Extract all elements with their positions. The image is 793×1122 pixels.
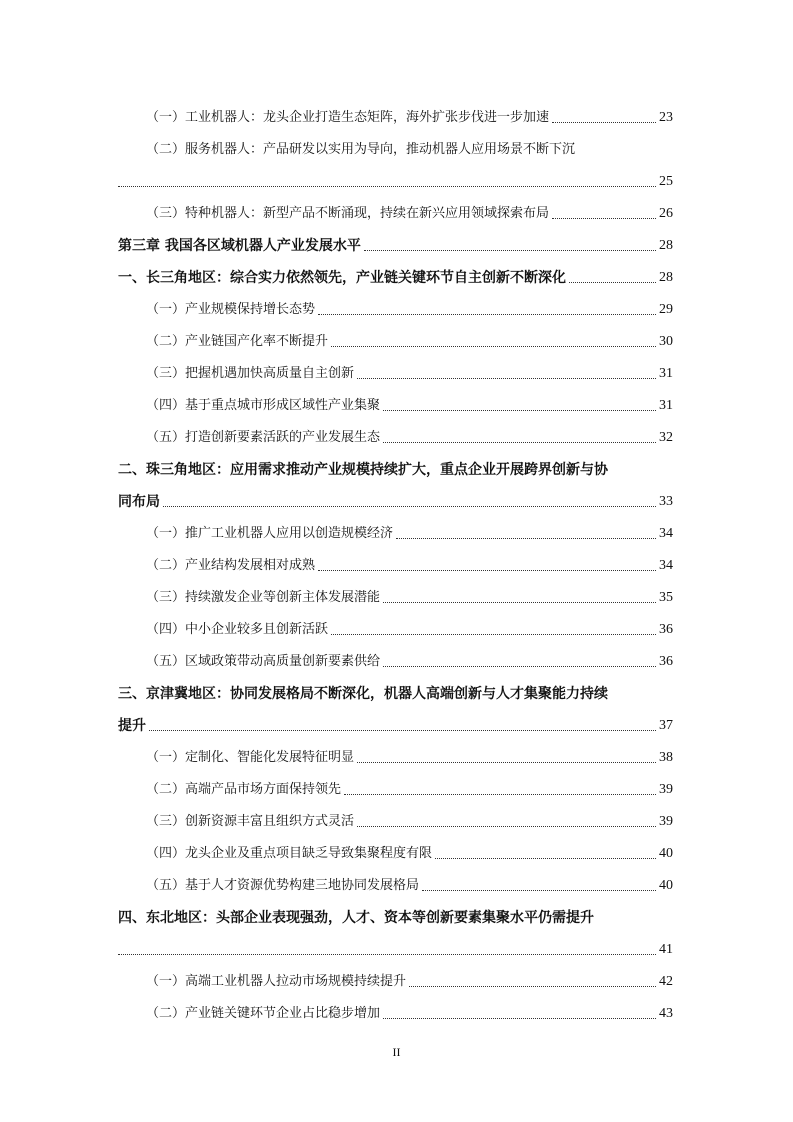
toc-entry[interactable] bbox=[118, 192, 673, 224]
toc-entry-page: 23 bbox=[659, 110, 673, 125]
toc-leader-dots bbox=[552, 218, 656, 219]
toc-entry-page: 31 bbox=[659, 366, 673, 381]
toc-entry-continuation[interactable] bbox=[118, 704, 673, 736]
toc-leader-dots bbox=[396, 538, 656, 539]
toc-entry-page: 37 bbox=[659, 718, 673, 733]
toc-entry-title: （二）产业链关键环节企业占比稳步增加 bbox=[146, 1006, 381, 1021]
toc-entry[interactable] bbox=[118, 96, 673, 128]
toc-leader-dots bbox=[383, 1018, 656, 1019]
toc-entry[interactable] bbox=[118, 128, 673, 160]
toc-leader-dots bbox=[331, 634, 656, 635]
toc-entry-page: 38 bbox=[659, 750, 673, 765]
toc-entry-title: （三）特种机器人：新型产品不断涌现，持续在新兴应用领域探索布局 bbox=[146, 206, 550, 221]
toc-entry-page: 39 bbox=[659, 782, 673, 797]
toc-entry-title: （一）工业机器人：龙头企业打造生态矩阵，海外扩张步伐进一步加速 bbox=[146, 110, 550, 125]
toc-entry[interactable] bbox=[118, 544, 673, 576]
toc-entry[interactable] bbox=[118, 608, 673, 640]
toc-entry-page: 34 bbox=[659, 558, 673, 573]
toc-entry[interactable] bbox=[118, 768, 673, 800]
toc-entry[interactable] bbox=[118, 320, 673, 352]
toc-entry-title: （五）区域政策带动高质量创新要素供给 bbox=[146, 654, 381, 669]
toc-entry-title: （二）产业链国产化率不断提升 bbox=[146, 334, 329, 349]
toc-leader-dots bbox=[163, 506, 656, 507]
toc-entry-page: 40 bbox=[659, 846, 673, 861]
toc-entry-page: 41 bbox=[659, 942, 673, 957]
toc-leader-dots bbox=[383, 410, 656, 411]
toc-entry[interactable] bbox=[118, 736, 673, 768]
toc-entry-title: （二）产业结构发展相对成熟 bbox=[146, 558, 316, 573]
toc-entry-title: 三、京津冀地区：协同发展格局不断深化，机器人高端创新与人才集聚能力持续 bbox=[118, 686, 608, 702]
toc-entry-title: （四）基于重点城市形成区域性产业集聚 bbox=[146, 398, 381, 413]
toc-entry-page: 36 bbox=[659, 622, 673, 637]
toc-leader-dots bbox=[331, 346, 656, 347]
toc-entry-page: 42 bbox=[659, 974, 673, 989]
toc-entry-title: （五）基于人才资源优势构建三地协同发展格局 bbox=[146, 878, 420, 893]
toc-entry-title: （三）创新资源丰富且组织方式灵活 bbox=[146, 814, 355, 829]
toc-leader-dots bbox=[383, 602, 656, 603]
toc-entry-title: 二、珠三角地区：应用需求推动产业规模持续扩大，重点企业开展跨界创新与协 bbox=[118, 462, 608, 478]
toc-entry[interactable] bbox=[118, 672, 673, 704]
toc-entry-continuation[interactable] bbox=[118, 160, 673, 192]
toc-leader-dots bbox=[357, 826, 656, 827]
toc-entry-title: 四、东北地区：头部企业表现强劲，人才、资本等创新要素集聚水平仍需提升 bbox=[118, 910, 594, 926]
toc-leader-dots bbox=[118, 954, 656, 955]
toc-entry-page: 29 bbox=[659, 302, 673, 317]
toc-entry-title-continued: 提升 bbox=[118, 718, 146, 734]
toc-leader-dots bbox=[435, 858, 656, 859]
toc-leader-dots bbox=[383, 442, 656, 443]
toc-entry[interactable] bbox=[118, 960, 673, 992]
toc-entry-title: （四）中小企业较多且创新活跃 bbox=[146, 622, 329, 637]
toc-entry[interactable] bbox=[118, 448, 673, 480]
toc-entry-page: 30 bbox=[659, 334, 673, 349]
toc-entry-page: 31 bbox=[659, 398, 673, 413]
toc-entry-page: 34 bbox=[659, 526, 673, 541]
toc-entry-page: 33 bbox=[659, 494, 673, 509]
toc-entry-title: （五）打造创新要素活跃的产业发展生态 bbox=[146, 430, 381, 445]
toc-leader-dots bbox=[344, 794, 656, 795]
toc-entry-page: 39 bbox=[659, 814, 673, 829]
toc-leader-dots bbox=[357, 378, 656, 379]
toc-leader-dots bbox=[357, 762, 656, 763]
toc-entry-title: 第三章 我国各区域机器人产业发展水平 bbox=[118, 238, 361, 254]
toc-entry[interactable] bbox=[118, 256, 673, 288]
toc-entry-page: 43 bbox=[659, 1006, 673, 1021]
toc-entry-title-continued: 同布局 bbox=[118, 494, 160, 510]
toc-entry[interactable] bbox=[118, 224, 673, 256]
toc-entry[interactable] bbox=[118, 992, 673, 1024]
toc-entry-page: 32 bbox=[659, 430, 673, 445]
toc-entry-title: （二）高端产品市场方面保持领先 bbox=[146, 782, 342, 797]
toc-entry-title: （一）定制化、智能化发展特征明显 bbox=[146, 750, 355, 765]
toc-entry-page: 28 bbox=[659, 238, 673, 253]
toc-entry-page: 40 bbox=[659, 878, 673, 893]
toc-leader-dots bbox=[364, 250, 656, 251]
toc-leader-dots bbox=[318, 314, 656, 315]
toc-entry-page: 25 bbox=[659, 174, 673, 189]
toc-leader-dots bbox=[409, 986, 656, 987]
toc-entry[interactable] bbox=[118, 640, 673, 672]
toc-leader-dots bbox=[569, 282, 656, 283]
page-number-footer: II bbox=[392, 1045, 401, 1059]
toc-entry[interactable] bbox=[118, 352, 673, 384]
toc-entry[interactable] bbox=[118, 832, 673, 864]
toc-leader-dots bbox=[318, 570, 656, 571]
toc-entry[interactable] bbox=[118, 800, 673, 832]
toc-entry-title: （三）持续激发企业等创新主体发展潜能 bbox=[146, 590, 381, 605]
toc-leader-dots bbox=[422, 890, 656, 891]
toc-leader-dots bbox=[118, 186, 656, 187]
toc-entry-page: 26 bbox=[659, 206, 673, 221]
toc-leader-dots bbox=[149, 730, 656, 731]
toc-leader-dots bbox=[383, 666, 656, 667]
toc-entry-title: （四）龙头企业及重点项目缺乏导致集聚程度有限 bbox=[146, 846, 433, 861]
toc-entry-title: （一）产业规模保持增长态势 bbox=[146, 302, 316, 317]
toc-entry-page: 28 bbox=[659, 270, 673, 285]
toc-entry-title: （一）推广工业机器人应用以创造规模经济 bbox=[146, 526, 394, 541]
toc-entry[interactable] bbox=[118, 864, 673, 896]
toc-entry[interactable] bbox=[118, 384, 673, 416]
toc-entry-page: 36 bbox=[659, 654, 673, 669]
toc-leader-dots bbox=[552, 122, 656, 123]
toc-entry-title: （三）把握机遇加快高质量自主创新 bbox=[146, 366, 355, 381]
toc-entry[interactable] bbox=[118, 896, 673, 928]
toc-entry[interactable] bbox=[118, 288, 673, 320]
toc-entry-title: 一、长三角地区：综合实力依然领先，产业链关键环节自主创新不断深化 bbox=[118, 270, 566, 286]
table-of-contents bbox=[118, 96, 673, 1024]
toc-entry[interactable] bbox=[118, 576, 673, 608]
toc-entry[interactable] bbox=[118, 512, 673, 544]
toc-entry[interactable] bbox=[118, 416, 673, 448]
toc-entry-continuation[interactable] bbox=[118, 480, 673, 512]
toc-entry-continuation[interactable] bbox=[118, 928, 673, 960]
toc-entry-title: （二）服务机器人：产品研发以实用为导向，推动机器人应用场景不断下沉 bbox=[146, 142, 576, 157]
toc-entry-page: 35 bbox=[659, 590, 673, 605]
toc-entry-title: （一）高端工业机器人拉动市场规模持续提升 bbox=[146, 974, 407, 989]
